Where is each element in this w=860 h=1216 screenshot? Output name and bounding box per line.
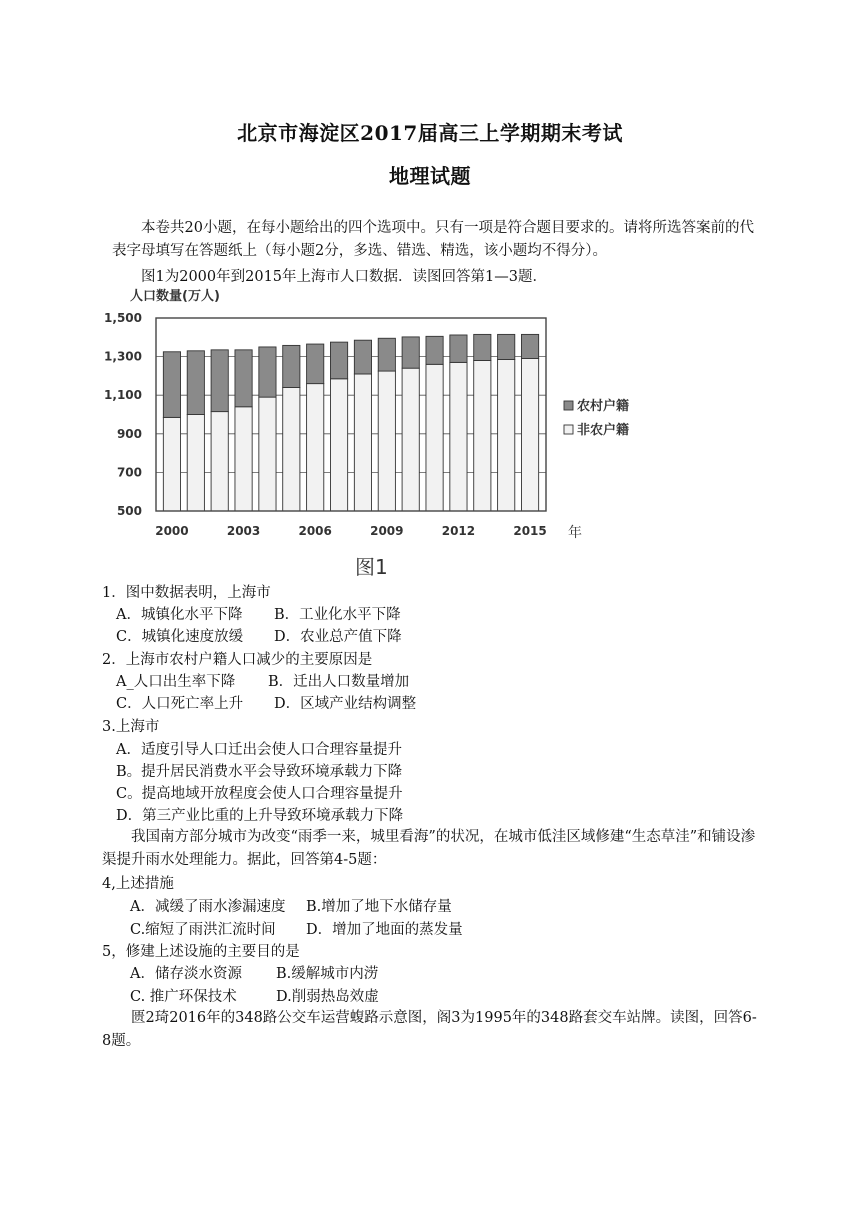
bar-2006-rural [307, 344, 324, 384]
question-5-option-c: C. 推广环保技术 [130, 989, 237, 1005]
question-2-stem: 2．上海市农村户籍人口减少的主要原因是 [102, 652, 373, 668]
question-3-option-d: D．第三产业比重的上升导致环境承载力下降 [116, 808, 404, 824]
question-1-options-row-2 [116, 627, 402, 647]
x-tick-label: 2006 [298, 524, 332, 538]
y-tick-label: 1,500 [104, 311, 142, 325]
bar-2005-nonagri [283, 387, 300, 511]
intro-paragraph: 本卷共20小题，在每小题给出的四个选项中。只有一项是符合题目要求的。请将所选答案前的代表字母填写在答题纸上（每小题2分，多选、错选、精选，该小题均不得分）。 [112, 220, 754, 259]
bar-2001-nonagri [187, 415, 204, 512]
bar-2013-rural [474, 334, 491, 360]
question-4-options-row-2 [130, 920, 463, 940]
question-5-option-d: D.削弱热岛效虚 [276, 989, 379, 1005]
bar-2009-nonagri [378, 371, 395, 511]
question-3-option-b: B。提升居民消费水平会导致环境承载力下降 [116, 764, 403, 780]
question-2-options-row-1 [116, 672, 409, 692]
bar-2004-nonagri [259, 397, 276, 511]
passage-2: 我国南方部分城市为改变“雨季一来，城里看海”的状况，在城市低洼区域修建“生态草洼”和铺设渗渠提升雨水处理能力。据此，回答第4-5题： [102, 829, 756, 868]
bar-2008-rural [354, 340, 371, 374]
x-tick-label: 2003 [226, 524, 261, 538]
question-4-option-c: C.缩短了雨洪汇流时间 [130, 922, 276, 938]
question-2-option-d: D．区域产业结构调整 [274, 696, 417, 712]
question-5-options-row-1 [130, 964, 378, 984]
bar-2014-nonagri [498, 359, 515, 511]
question-3-option-a: A．适度引导人口迁出会使人口合理容量提升 [116, 742, 402, 758]
legend-swatch-rural [564, 401, 573, 410]
y-tick-label: 900 [116, 426, 142, 441]
question-3-stem: 3.上海市 [102, 719, 160, 735]
bar-2007-nonagri [330, 379, 347, 511]
figure-caption: 图1 [355, 555, 388, 579]
question-2-option-b: B．迁出人口数量增加 [268, 674, 410, 690]
question-1-option-a: A．城镇化水平下降 [116, 607, 243, 623]
bar-2015-nonagri [521, 359, 538, 511]
y-tick-label: 1,100 [104, 388, 142, 403]
page-title: 北京市海淀区2017届高三上学期期末考试 [237, 121, 623, 145]
x-tick-label: 2000 [155, 524, 189, 538]
bar-2003-rural [235, 350, 252, 407]
bar-2002-rural [211, 350, 228, 412]
bar-2003-nonagri [235, 407, 252, 511]
bar-2012-nonagri [450, 362, 467, 511]
question-2-options-row-2 [116, 694, 416, 714]
question-5-options-row-2 [130, 987, 379, 1007]
question-1-options-row-1 [116, 605, 401, 625]
bar-2010-nonagri [402, 368, 419, 511]
population-chart [100, 284, 660, 554]
question-5-option-b: B.缓解城市内涝 [276, 966, 379, 982]
x-tick-label: 2009 [370, 524, 404, 538]
bar-2012-rural [450, 335, 467, 362]
chart-bars [163, 334, 538, 511]
bar-2005-rural [283, 345, 300, 387]
question-2-option-a: A_人口出生率下降 [116, 674, 236, 690]
question-4-options-row-1 [130, 897, 452, 917]
question-4-option-b: B.增加了地下水储存量 [306, 899, 452, 915]
question-4-stem: 4,上述措施 [102, 876, 174, 892]
bar-2000-rural [163, 352, 180, 418]
figure-intro: 图1为2000年到2015年上海市人口数据．读图回答第1—3题． [141, 269, 547, 285]
legend-label-nonagri: 非农户籍 [577, 423, 630, 438]
bar-2004-rural [259, 347, 276, 397]
question-2-option-c: C．人口死亡率上升 [116, 696, 244, 712]
bar-2000-nonagri [163, 417, 180, 511]
x-tick-label: 2015 [513, 524, 547, 538]
chart-legend [564, 398, 629, 438]
question-1-stem: 1．图中数据表明，上海市 [102, 585, 271, 601]
bar-2014-rural [498, 334, 515, 359]
x-axis-label: 年 [568, 525, 582, 541]
passage-3: 匮2琦2016年的348路公交车运营蝮路示意图，阁3为1995年的348路套交车站牌。读图，回答6-8题。 [102, 1010, 757, 1049]
question-5-stem: 5，修建上述设施的主要目的是 [102, 944, 300, 960]
bar-2013-nonagri [474, 360, 491, 511]
question-1-option-d: D．农业总产值下降 [274, 629, 402, 645]
bar-2007-rural [330, 342, 347, 379]
question-5-option-a: A．储存淡水资源 [130, 966, 242, 982]
bar-2010-rural [402, 337, 419, 368]
question-1-option-b: B．工业化水平下降 [274, 607, 401, 623]
question-3-option-c: C。提高地域开放程度会使人口合理容量提升 [116, 786, 403, 802]
bar-2009-rural [378, 338, 395, 371]
y-tick-label: 1,300 [104, 349, 142, 364]
y-axis-label: 人口数量(万人) [130, 289, 220, 304]
bar-2001-rural [187, 351, 204, 415]
bar-2015-rural [521, 334, 538, 358]
question-4-option-a: A．减缓了雨水渗漏速度 [130, 899, 286, 915]
bar-2011-nonagri [426, 364, 443, 511]
x-tick-label: 2012 [441, 524, 476, 538]
bar-2011-rural [426, 336, 443, 364]
question-4-option-d: D．增加了地面的蒸发量 [306, 922, 463, 938]
legend-swatch-nonagri [564, 425, 573, 434]
y-tick-label: 500 [116, 504, 142, 518]
question-1-option-c: C．城镇化速度放缓 [116, 629, 244, 645]
y-tick-label: 700 [116, 465, 142, 480]
bar-2002-nonagri [211, 412, 228, 511]
bar-2006-nonagri [307, 384, 324, 511]
legend-label-rural: 农村户籍 [577, 399, 630, 414]
bar-2008-nonagri [354, 374, 371, 511]
page-subtitle: 地理试题 [389, 164, 471, 188]
